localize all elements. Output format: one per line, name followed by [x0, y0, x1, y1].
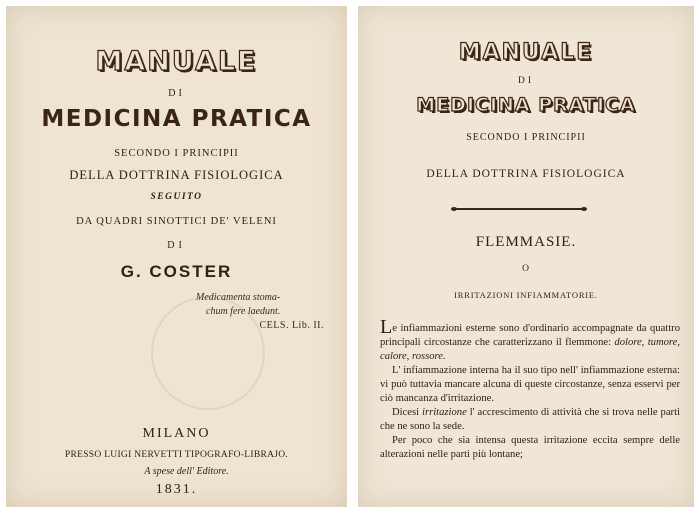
left-author: G. COSTER: [120, 262, 233, 281]
right-subtitle-principii: SECONDO I PRINCIPII: [466, 132, 586, 143]
right-title-di: DI: [517, 76, 535, 86]
left-year: 1831.: [155, 482, 198, 497]
right-page: [358, 6, 694, 507]
left-title-manuale: MANUALE: [95, 46, 258, 77]
left-expense: A spese dell' Editore.: [144, 466, 229, 477]
left-title-medicina-pratica: MEDICINA PRATICA: [41, 106, 312, 132]
right-title-medicina-pratica: MEDICINA PRATICA: [416, 94, 636, 116]
section-or: O: [522, 264, 530, 274]
paragraph-2: [380, 364, 680, 406]
epigraph-line-1: Medicamenta stoma-: [196, 292, 281, 303]
section-title: FLEMMASIE.: [475, 234, 577, 250]
paragraph-4: [380, 434, 680, 462]
left-publisher: PRESSO LUIGI NERVETTI TIPOGRAFO-LIBRAJO.: [64, 450, 289, 460]
epigraph-line-2: chum fere laedunt.: [206, 306, 281, 317]
left-city: MILANO: [142, 426, 211, 441]
paragraph-1: [380, 316, 680, 364]
epigraph: [196, 291, 336, 333]
left-page: [6, 6, 347, 507]
ornamental-rule: [454, 208, 584, 210]
left-title-di: DI: [168, 88, 185, 99]
paragraph-3: [380, 406, 680, 434]
right-subtitle-dottrina: DELLA DOTTRINA FISIOLOGICA: [426, 168, 626, 180]
paragraph-2-text: L' infiammazione interna ha il suo tipo nell' infiammazione esterna: vi può tuttavia mancare alcuna di queste circostanze, senza esservi per ciò mancanza d'irritazione.: [380, 365, 680, 404]
epigraph-source: CELS. Lib. II.: [259, 320, 324, 331]
left-quadri: DA QUADRI SINOTTICI DE' VELENI: [76, 216, 277, 227]
left-subtitle-principii: SECONDO I PRINCIPII: [114, 148, 239, 159]
body-text: [380, 316, 680, 462]
paragraph-3-italic: irritazione: [422, 407, 467, 418]
paragraph-3-text-b: l' accrescimento di attività che si trova nelle parti che ne sono la sede.: [380, 407, 680, 432]
left-di: DI: [167, 240, 186, 251]
right-title-manuale: MANUALE: [458, 40, 594, 65]
paragraph-4-text: Per poco che sia intensa questa irritazione eccita sempre delle alterazioni nelle parti più lontane;: [380, 435, 680, 460]
paragraph-3-text-a: Dicesi: [392, 407, 420, 418]
section-subtitle: IRRITAZIONI INFIAMMATORIE.: [454, 290, 598, 300]
left-seguito: SEGUITO: [150, 192, 203, 202]
paragraph-1-italic: dolore, tumore, calore, rossore.: [380, 337, 680, 362]
paragraph-1-text: e infiammazioni esterne sono d'ordinario accompagnate da quattro principali circostanze che caratterizzano il flemmone:: [380, 323, 680, 348]
drop-cap: L: [380, 316, 393, 338]
left-subtitle-dottrina: DELLA DOTTRINA FISIOLOGICA: [69, 168, 284, 182]
